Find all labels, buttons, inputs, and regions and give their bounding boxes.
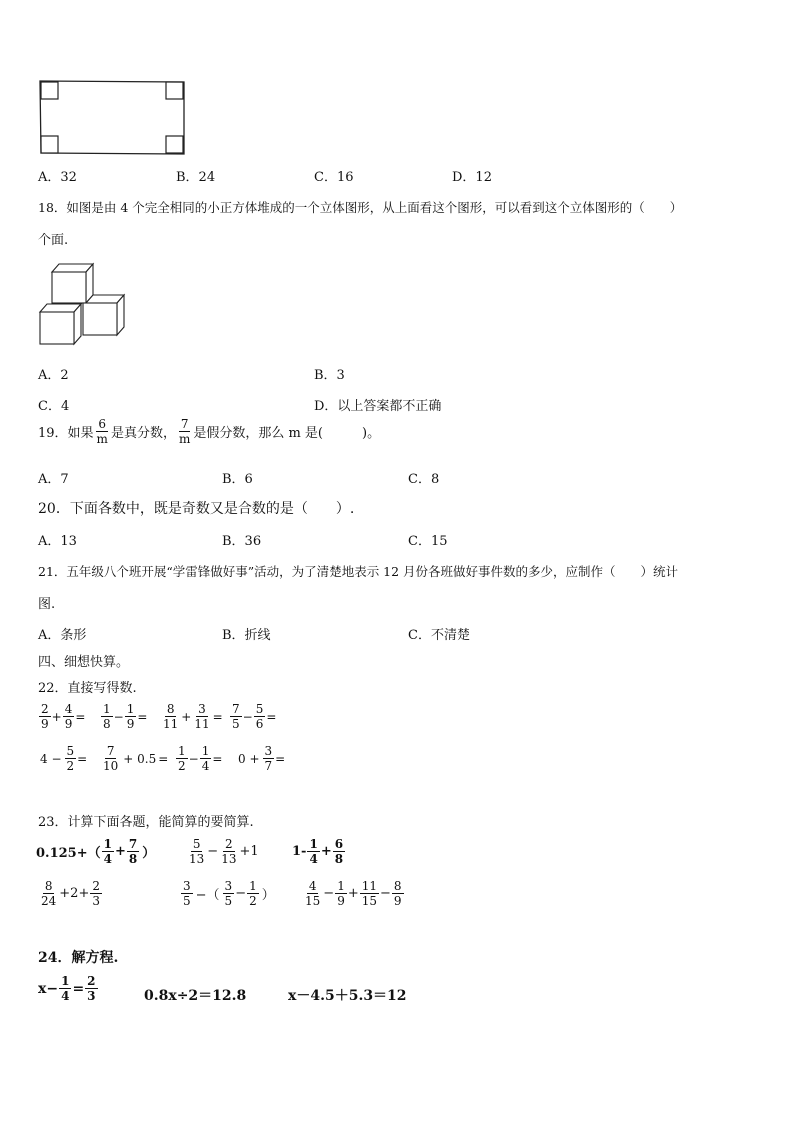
q21-option-c[interactable]: C．不清楚 <box>408 628 470 643</box>
q19-option-c[interactable]: C．8 <box>408 472 440 487</box>
q18-option-a[interactable]: A．2 <box>38 368 69 383</box>
q21-question-line2: 图. <box>38 597 56 612</box>
q23-expr-e: $\frac{3}{5}$ −（ $\frac{3}{5}$ − $\frac{1}{2}$ ） <box>183 879 275 908</box>
q17-option-b[interactable]: B．24 <box>176 170 216 185</box>
fraction: $\frac{8}{9}$ <box>393 879 402 908</box>
fraction: $\frac{1}{4}$ <box>103 837 112 866</box>
q19-question <box>38 418 380 445</box>
q17-option-a[interactable]: A．32 <box>38 170 77 185</box>
fraction: $\frac{3}{5}$ <box>183 879 191 908</box>
fraction: $\frac{3}{7}$ <box>264 744 273 773</box>
q22-expr-3: $\frac{8}{11}$ + $\frac{3}{11}$ = <box>163 702 223 731</box>
q21-option-a[interactable]: A．条形 <box>38 628 87 643</box>
q23-expr-c: 1- $\frac{1}{4}$ + $\frac{6}{8}$ <box>292 837 344 866</box>
fraction: $\frac{1}{9}$ <box>126 702 135 731</box>
q24-title: 24．解方程. <box>38 950 119 966</box>
q18-option-b[interactable]: B．3 <box>314 368 345 383</box>
q19-mid: 是真分数， <box>110 426 176 441</box>
fraction: $\frac{3}{5}$ <box>224 879 233 908</box>
q24-equation-3: x－4.5＋5.3＝12 <box>288 988 407 1004</box>
fraction: $\frac{1}{2}$ <box>178 744 186 773</box>
fraction: $\frac{8}{24}$ <box>41 879 57 908</box>
fraction: $\frac{5}{6}$ <box>255 702 264 731</box>
q18-option-d[interactable]: D．以上答案都不正确 <box>314 399 442 414</box>
q20-option-b[interactable]: B．36 <box>222 534 262 549</box>
q19-option-a[interactable]: A．7 <box>38 472 69 487</box>
fraction: $\frac{11}{15}$ <box>361 879 378 908</box>
q21-option-b[interactable]: B．折线 <box>222 628 271 643</box>
fraction: $\frac{1}{4}$ <box>61 974 70 1003</box>
fraction: $\frac{1}{9}$ <box>337 879 345 908</box>
fraction: $\frac{1}{2}$ <box>249 879 257 908</box>
q24-equation-2: 0.8x÷2＝12.8 <box>144 988 247 1004</box>
q23-expr-a: 0.125+（ $\frac{1}{4}$ + $\frac{7}{8}$ ） <box>36 837 156 866</box>
q20-question: 20．下面各数中，既是奇数又是合数的是（ ）. <box>38 501 355 517</box>
q18-question-line2: 个面. <box>38 233 69 248</box>
q22-title: 22．直接写得数. <box>38 681 137 696</box>
fraction: $\frac{4}{15}$ <box>305 879 321 908</box>
q17-option-c[interactable]: C．16 <box>314 170 354 185</box>
fraction: $\frac{4}{9}$ <box>64 702 73 731</box>
section-heading: 四、细想快算。 <box>38 655 130 670</box>
fraction: $\frac{7}{5}$ <box>232 702 240 731</box>
fraction: $\frac{5}{13}$ <box>189 837 205 866</box>
fraction: $\frac{2}{13}$ <box>221 837 237 866</box>
fraction: $\frac{5}{2}$ <box>66 744 75 773</box>
q19-option-b[interactable]: B．6 <box>222 472 253 487</box>
q18-question-line1: 18．如图是由 4 个完全相同的小正方体堆成的一个立体图形，从上面看这个图形，可以看到这个立体图形的（ ） <box>38 200 683 215</box>
q23-expr-d: $\frac{8}{24}$ +2+ $\frac{2}{3}$ <box>41 879 100 908</box>
q19-prefix: 19．如果 <box>38 426 94 441</box>
q20-option-c[interactable]: C．15 <box>408 534 448 549</box>
q22-expr-5: 4 − $\frac{5}{2}$ = <box>40 744 88 773</box>
fraction: $\frac{7}{10}$ <box>103 744 119 773</box>
q22-expr-1: $\frac{2}{9}$ + $\frac{4}{9}$ = <box>41 702 86 731</box>
fraction: $\frac{2}{9}$ <box>41 702 49 731</box>
q24-equation-1: x− $\frac{1}{4}$ = $\frac{2}{3}$ <box>38 974 96 1003</box>
fraction: $\frac{8}{11}$ <box>163 702 179 731</box>
fraction: $\frac{1}{4}$ <box>201 744 210 773</box>
q17-option-d[interactable]: D．12 <box>452 170 492 185</box>
fraction: $\frac{6}{8}$ <box>334 837 344 866</box>
q22-expr-7: $\frac{1}{2}$ − $\frac{1}{4}$ = <box>178 744 223 773</box>
fraction-6-over-m: $\frac{6}{m}$ <box>96 417 108 446</box>
q22-expr-4: $\frac{7}{5}$ − $\frac{5}{6}$ = <box>232 702 277 731</box>
stacked-cubes-figure <box>38 262 128 346</box>
q21-question-line1: 21．五年级八个班开展“学雷锋做好事”活动，为了清楚地表示 12 月份各班做好事件数的多少，应制作（ ）统计 <box>38 564 679 579</box>
fraction-7-over-m: $\frac{7}{m}$ <box>178 417 191 446</box>
rectangle-figure <box>38 78 188 158</box>
q22-expr-6: $\frac{7}{10}$ + 0.5 = <box>103 744 169 773</box>
fraction: $\frac{3}{11}$ <box>194 702 210 731</box>
q22-expr-2: $\frac{1}{8}$ − $\frac{1}{9}$ = <box>103 702 148 731</box>
fraction: $\frac{7}{8}$ <box>128 837 138 866</box>
fraction: $\frac{1}{4}$ <box>309 837 318 866</box>
q22-expr-8: 0 + $\frac{3}{7}$ = <box>238 744 286 773</box>
q23-title: 23．计算下面各题，能简算的要简算. <box>38 815 254 830</box>
q23-expr-f: $\frac{4}{15}$ − $\frac{1}{9}$ + $\frac{11}{15}$ − $\frac{8}{9}$ <box>305 879 402 908</box>
q19-suffix: 是假分数，那么 m 是( )。 <box>193 426 381 441</box>
q23-expr-b: $\frac{5}{13}$ − $\frac{2}{13}$ +1 <box>189 837 259 866</box>
q18-option-c[interactable]: C．4 <box>38 399 70 414</box>
fraction: $\frac{2}{3}$ <box>87 974 96 1003</box>
q20-option-a[interactable]: A．13 <box>38 534 77 549</box>
fraction: $\frac{2}{3}$ <box>92 879 100 908</box>
fraction: $\frac{1}{8}$ <box>103 702 111 731</box>
